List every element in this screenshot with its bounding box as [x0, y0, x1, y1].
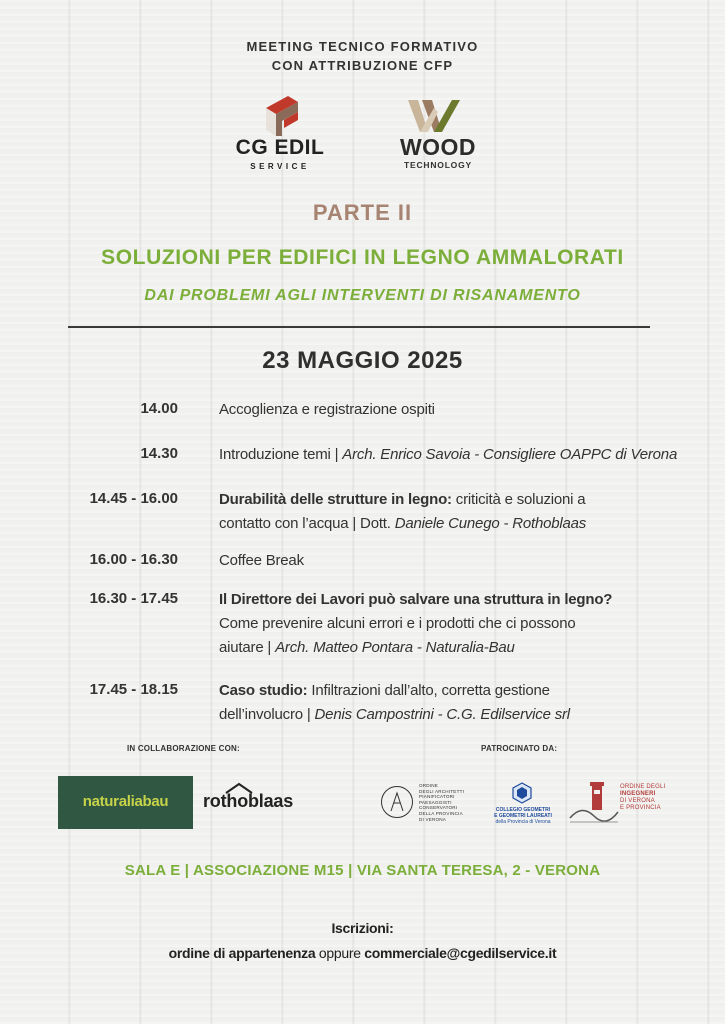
schedule-text: Introduzione temi | — [219, 446, 343, 463]
schedule-text: Come prevenire alcuni errori e i prodotti che ci possono — [219, 615, 576, 632]
venue-address: SALA E | ASSOCIAZIONE M15 | VIA SANTA TERESA, 2 - VERONA — [124, 862, 601, 879]
geometri-text-line: della Provincia di Verona — [495, 819, 551, 825]
oappc-text-line: PAESAGGISTI — [419, 799, 452, 805]
schedule-time: 14.30 — [140, 445, 178, 462]
naturaliabau-wordmark: naturaliabau — [82, 793, 169, 810]
schedule-description — [219, 488, 719, 536]
collaboration-label: IN COLLABORAZIONE CON: — [127, 744, 240, 753]
event-type-heading — [0, 37, 725, 75]
schedule-text: Accoglienza e registrazione ospiti — [219, 401, 435, 418]
ordine-ingegneri-logo — [566, 780, 666, 832]
oappc-text-line: DEGLI ARCHITETTI — [419, 788, 465, 794]
cgedil-mark-icon — [262, 94, 302, 138]
schedule-time: 16.00 - 16.30 — [89, 551, 178, 568]
geometri-text — [484, 807, 562, 825]
wood-technology-logo — [388, 96, 488, 178]
ingegneri-emblem-icon — [568, 782, 620, 828]
geometri-emblem-icon — [511, 782, 533, 804]
schedule-time: 17.45 - 18.15 — [89, 681, 178, 698]
oappc-verona-logo — [378, 780, 473, 826]
event-title: SOLUZIONI PER EDIFICI IN LEGNO AMMALORATI — [101, 246, 624, 269]
ingegneri-text-line: DI VERONA — [620, 798, 655, 804]
event-type-line-1: MEETING TECNICO FORMATIVO — [246, 39, 479, 54]
oappc-text — [419, 783, 464, 822]
schedule-time: 16.30 - 17.45 — [89, 590, 178, 607]
rothoblaas-logo — [200, 782, 315, 822]
oappc-text-line: ORDINE — [419, 783, 439, 788]
divider — [68, 326, 650, 328]
ingegneri-text-line: E PROVINCIA — [620, 805, 661, 811]
speaker-name: Daniele Cunego - Rothoblaas — [394, 515, 587, 532]
speaker-name: Arch. Enrico Savoia - Consigliere OAPPC di Verona — [342, 446, 678, 463]
schedule-text: aiutare | — [219, 639, 276, 656]
collegio-geometri-logo — [484, 780, 562, 830]
cgedil-name: CG EDIL — [235, 136, 325, 159]
registration-label: Iscrizioni: — [331, 920, 394, 936]
schedule-time: 14.00 — [140, 400, 178, 417]
schedule-description — [219, 549, 719, 573]
cgedil-subtitle: SERVICE — [250, 162, 310, 171]
cgedil-logo — [228, 92, 332, 178]
registration-order: ordine di appartenenza — [168, 945, 316, 961]
wood-mark-icon — [408, 98, 462, 134]
patronage-label: PATROCINATO DA: — [481, 744, 558, 753]
talk-title: Durabilità delle strutture in legno: — [219, 491, 452, 508]
schedule-description — [219, 443, 719, 467]
schedule-text: Coffee Break — [219, 552, 304, 569]
oappc-text-line: CONSERVATORI — [419, 805, 458, 811]
event-subtitle: DAI PROBLEMI AGLI INTERVENTI DI RISANAMENTO — [144, 287, 581, 304]
schedule-text: criticità e soluzioni a — [451, 491, 586, 508]
event-type-line-2: CON ATTRIBUZIONE CFP — [271, 58, 454, 73]
geometri-text-line: E GEOMETRI LAUREATI — [494, 813, 552, 819]
wood-name: WOOD — [399, 134, 477, 160]
architects-order-icon — [380, 785, 414, 819]
schedule-text: dell’involucro | — [219, 706, 315, 723]
talk-title: Il Direttore dei Lavori può salvare una struttura in legno? — [219, 591, 613, 608]
ingegneri-text — [620, 784, 665, 812]
speaker-name: Denis Campostrini - C.G. Edilservice srl — [314, 706, 570, 723]
rothoblaas-wordmark: rothoblaas — [203, 791, 294, 811]
speaker-name: Arch. Matteo Pontara - Naturalia-Bau — [275, 639, 515, 656]
naturaliabau-logo — [58, 776, 193, 829]
wood-subtitle: TECHNOLOGY — [404, 160, 472, 170]
oappc-text-line: DI VERONA — [419, 816, 447, 822]
registration-email-link[interactable]: commerciale@cgedilservice.it — [364, 945, 557, 961]
schedule-description — [219, 398, 719, 422]
ingegneri-text-line: ORDINE DEGLI — [620, 784, 666, 790]
event-date: 23 MAGGIO 2025 — [262, 347, 463, 374]
schedule-time: 14.45 - 16.00 — [89, 490, 178, 507]
registration-connector: oppure — [315, 945, 365, 961]
schedule-description — [219, 679, 719, 727]
ingegneri-text-line: INGEGNERI — [620, 791, 656, 797]
oappc-text-line: DELLA PROVINCIA — [419, 810, 463, 816]
schedule-text: contatto con l’acqua | Dott. — [219, 515, 395, 532]
geometri-text-line: COLLEGIO GEOMETRI — [495, 807, 551, 813]
registration-info — [0, 945, 725, 961]
talk-title: Caso studio: — [219, 682, 308, 699]
oappc-text-line: PIANIFICATORI — [419, 794, 455, 800]
schedule-text: Infiltrazioni dall’alto, corretta gestione — [307, 682, 550, 699]
schedule-description — [219, 588, 719, 660]
part-label: PARTE II — [312, 200, 413, 225]
